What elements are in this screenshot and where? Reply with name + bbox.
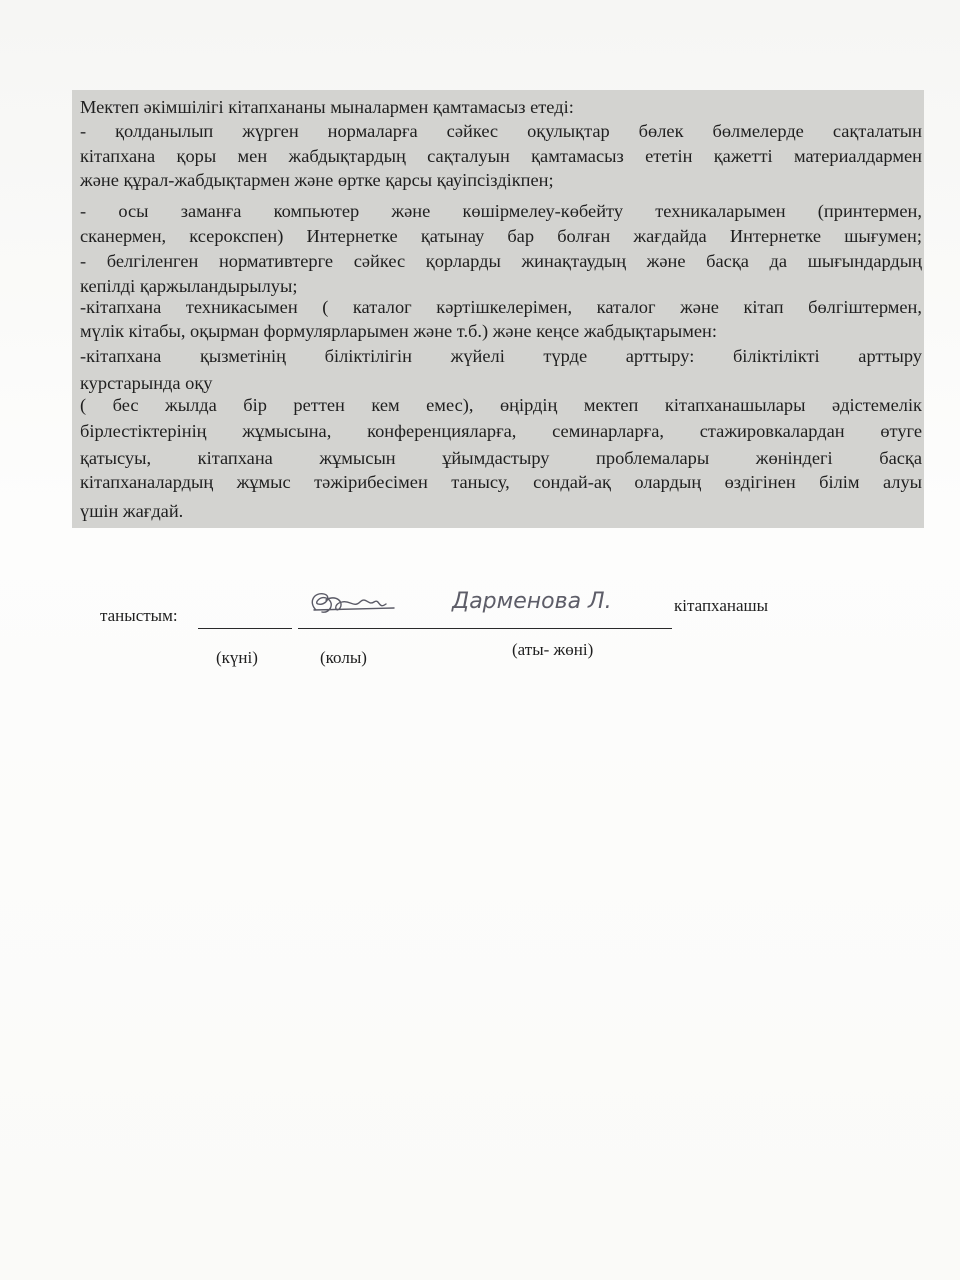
body-line: мүлік кітабы, оқырман формулярларымен және т.б.) және кеңсе жабдықтарымен: [80,321,717,341]
body-line: -кітапхана техникасымен ( каталог кәртішкелерімен, каталог және кітап бөлгіштермен, [80,297,922,317]
body-line: ( бес жылда бір реттен кем емес), өңірдің мектеп кітапханашылары әдістемелік [80,395,922,415]
date-caption: (күні) [216,648,258,667]
role-label: кітапханашы [674,596,769,615]
body-line: үшін жағдай. [80,501,184,521]
body-line: - белгіленген нормативтерге сәйкес қорларды жинақтаудың және басқа да шығындардың [80,251,922,271]
svg-text:Дарменова Л.: Дарменова Л. [452,589,612,614]
signature-mark [296,580,406,630]
body-line: кепілді қаржыландырылуы; [80,276,298,296]
body-line: - осы заманға компьютер және көшірмелеу-көбейту техникаларымен (принтермен, [80,201,922,221]
body-line: - қолданылып жүрген нормаларға сәйкес оқулықтар бөлек бөлмелерде сақталатын [80,121,922,141]
date-blank-line [198,628,292,629]
name-caption: (аты- жөні) [512,640,594,659]
handwritten-name [446,580,646,620]
ack-label: таныстым: [100,606,178,625]
body-line: қатысуы, кітапхана жұмысын ұйымдастыру проблемалары жөніндегі басқа [80,448,922,468]
body-line: Мектеп әкімшілігі кітапхананы мыналармен қамтамасыз етеді: [80,97,574,117]
body-line: кітапханалардың жұмыс тәжірибесімен танысу, сондай-ақ олардың өздігінен білім алуы [80,472,922,492]
body-line: сканермен, ксерокспен) Интернетке қатынау бар болған жағдайда Интернетке шығумен; [80,226,922,246]
body-line: -кітапхана қызметінің біліктілігін жүйелі түрде арттыру: біліктілікті арттыру [80,346,922,366]
body-line: курстарында оқу [80,373,213,393]
body-line: бірлестіктерінің жұмысына, конференцияларға, семинарларға, стажировкалардан өтуге [80,421,922,441]
signature-caption: (колы) [320,648,367,667]
body-line: кітапхана қоры мен жабдықтардың сақталуын қамтамасыз ететін қажетті материалдармен [80,146,922,166]
body-line: және құрал-жабдықтармен және өртке қарсы қауіпсіздікпен; [80,170,554,190]
